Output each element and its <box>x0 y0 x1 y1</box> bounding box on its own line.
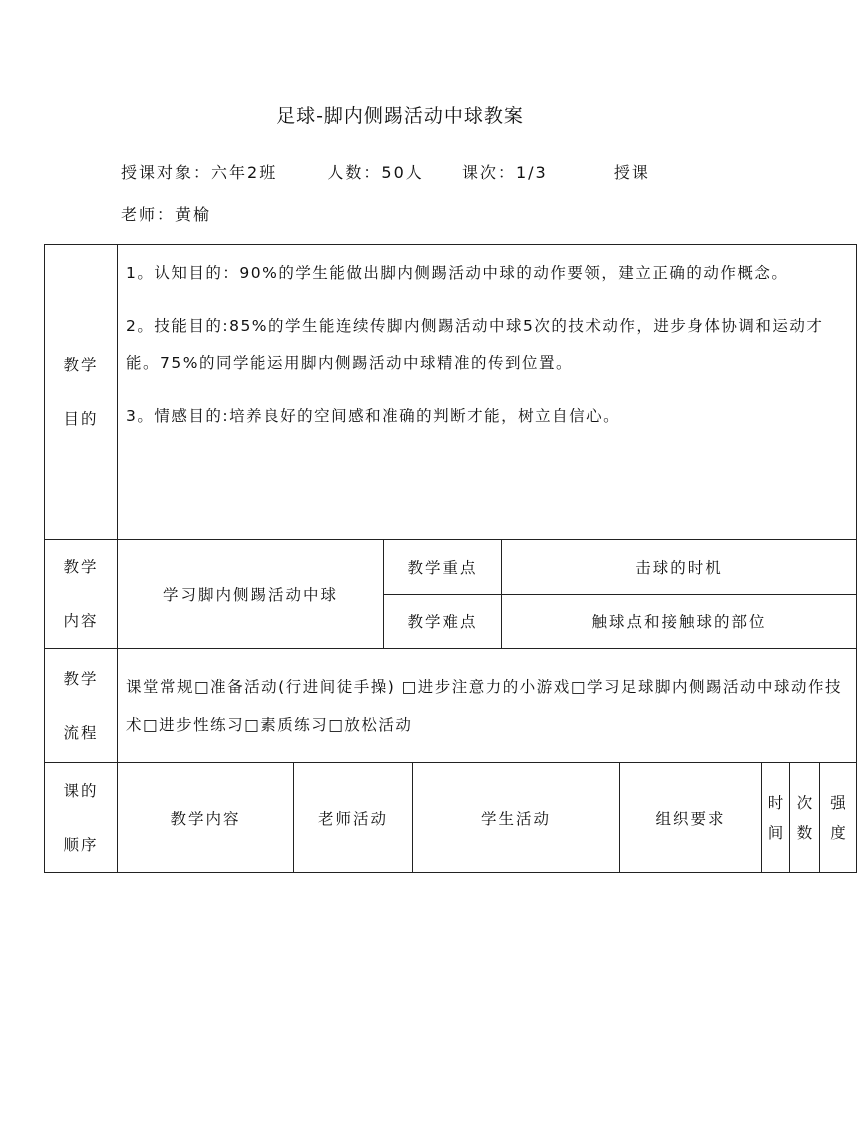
objective-item: 3。情感目的:培养良好的空间感和准确的判断才能，树立自信心。 <box>126 407 621 425</box>
col-intensity: 强 度 <box>820 763 857 873</box>
class-info-line <box>121 160 650 183</box>
sequence-label: 课的 顺序 <box>45 763 118 873</box>
objectives-label: 教学 目的 <box>45 245 118 540</box>
sequence-header-row <box>45 763 857 873</box>
process-row <box>45 649 857 763</box>
document-title: 足球-脚内侧踢活动中球教案 <box>276 105 524 127</box>
count-value: 50人 <box>381 163 424 182</box>
col-times: 次 数 <box>790 763 820 873</box>
col-teacher-activity: 老师活动 <box>294 763 413 873</box>
content-row <box>45 540 857 595</box>
col-teaching-content: 教学内容 <box>118 763 294 873</box>
count-label: 人数： <box>327 163 382 182</box>
lesson-value: 1/3 <box>515 163 548 182</box>
difficulty-value: 触球点和接触球的部位 <box>502 594 857 649</box>
process-label: 教学 流程 <box>45 649 118 763</box>
objective-item: 2。技能目的:85%的学生能连续传脚内侧踢活动中球5次的技术动作，进步身体协调和运动才能。75%的同学能运用脚内侧踢活动中球精准的传到位置。 <box>126 317 824 372</box>
teacher-line <box>121 202 211 225</box>
key-point-label: 教学重点 <box>384 540 502 595</box>
teacher-label: 老师： <box>121 205 176 224</box>
col-time: 时 间 <box>762 763 790 873</box>
objectives-row <box>45 245 857 540</box>
target-label: 授课对象： <box>121 163 212 182</box>
content-value: 学习脚内侧踢活动中球 <box>118 540 384 649</box>
difficulty-label: 教学难点 <box>384 594 502 649</box>
lesson-plan-table <box>44 244 857 873</box>
teach-label: 授课 <box>613 163 650 182</box>
objectives-list <box>118 245 857 540</box>
target-value: 六年2班 <box>211 163 278 182</box>
objective-item: 1。认知目的：90%的学生能做出脚内侧踢活动中球的动作要领，建立正确的动作概念。 <box>126 264 789 282</box>
process-value: 课堂常规□准备活动(行进间徒手操) □进步注意力的小游戏□学习足球脚内侧踢活动中球动作技术□进步性练习□素质练习□放松活动 <box>118 649 857 763</box>
key-point-value: 击球的时机 <box>502 540 857 595</box>
content-label: 教学 内容 <box>45 540 118 649</box>
lesson-label: 课次： <box>461 163 516 182</box>
col-student-activity: 学生活动 <box>413 763 620 873</box>
col-organization: 组织要求 <box>620 763 762 873</box>
teacher-value: 黄榆 <box>175 205 212 224</box>
